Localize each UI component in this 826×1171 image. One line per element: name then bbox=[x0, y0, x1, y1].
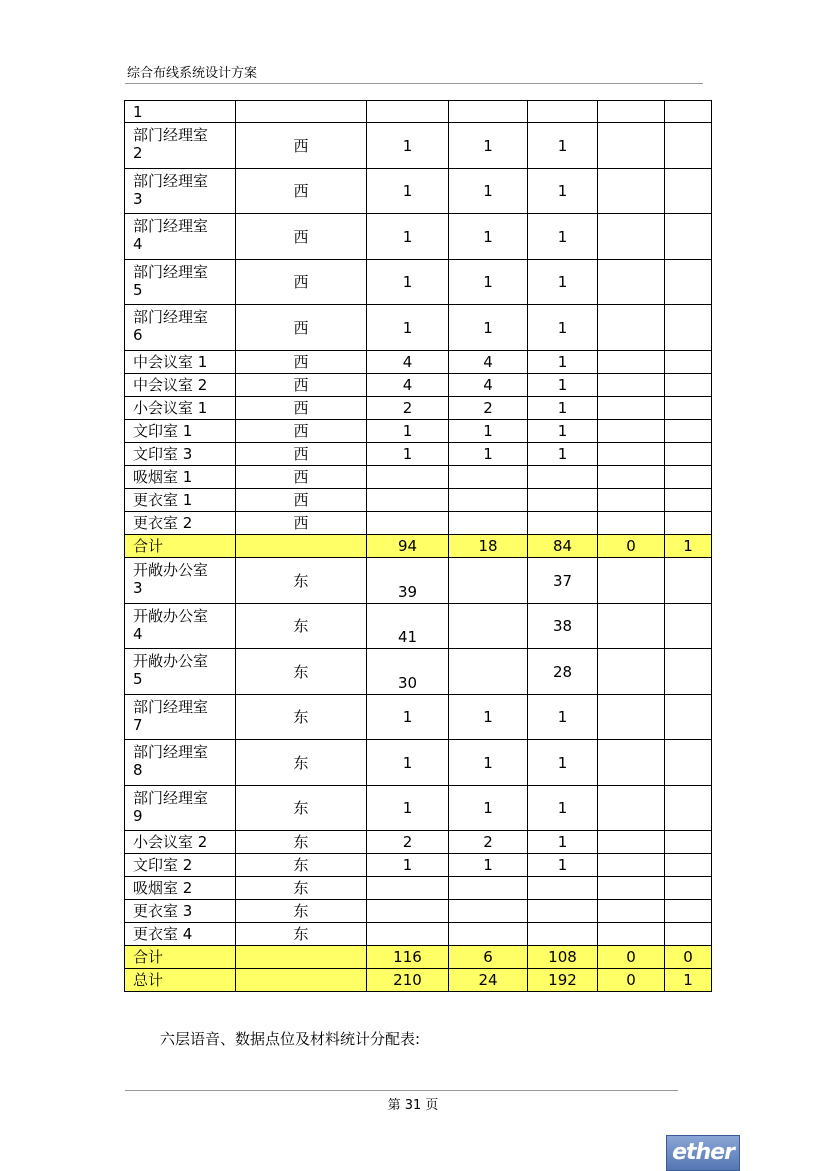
count-c-cell: 1 bbox=[528, 214, 598, 260]
count-d-cell bbox=[598, 466, 665, 489]
count-a-cell bbox=[367, 512, 449, 535]
count-e-cell bbox=[665, 649, 712, 695]
direction-cell: 东 bbox=[236, 900, 367, 923]
count-b-cell bbox=[449, 877, 528, 900]
direction-cell: 西 bbox=[236, 123, 367, 169]
count-b-cell: 2 bbox=[449, 831, 528, 854]
direction-cell: 西 bbox=[236, 512, 367, 535]
count-b-cell: 4 bbox=[449, 351, 528, 374]
count-e-cell bbox=[665, 695, 712, 740]
room-name-cell: 小会议室 1 bbox=[125, 397, 236, 420]
table-row bbox=[125, 740, 712, 786]
count-c-cell bbox=[528, 512, 598, 535]
count-e-cell: 1 bbox=[665, 969, 712, 992]
count-d-cell bbox=[598, 374, 665, 397]
room-name-cell: 部门经理室 3 bbox=[125, 169, 236, 214]
count-e-cell bbox=[665, 443, 712, 466]
ether-logo: ether bbox=[666, 1135, 740, 1171]
count-a-cell: 1 bbox=[367, 123, 449, 169]
count-d-cell bbox=[598, 900, 665, 923]
count-c-cell: 28 bbox=[528, 649, 598, 695]
room-name-cell: 部门经理室 4 bbox=[125, 214, 236, 260]
direction-cell: 西 bbox=[236, 305, 367, 351]
table-row bbox=[125, 786, 712, 831]
count-d-cell bbox=[598, 169, 665, 214]
count-a-cell: 1 bbox=[367, 214, 449, 260]
count-e-cell bbox=[665, 169, 712, 214]
room-name-cell: 合计 bbox=[125, 535, 236, 558]
count-e-cell bbox=[665, 351, 712, 374]
room-name-cell: 部门经理室 8 bbox=[125, 740, 236, 786]
count-a-cell: 30 bbox=[367, 649, 449, 695]
count-a-cell: 1 bbox=[367, 695, 449, 740]
count-b-cell bbox=[449, 489, 528, 512]
direction-cell bbox=[236, 535, 367, 558]
room-name-cell: 更衣室 4 bbox=[125, 923, 236, 946]
count-b-cell bbox=[449, 649, 528, 695]
count-d-cell bbox=[598, 101, 665, 123]
points-statistics-table bbox=[124, 100, 712, 992]
direction-cell: 东 bbox=[236, 877, 367, 900]
direction-cell: 东 bbox=[236, 786, 367, 831]
count-e-cell bbox=[665, 604, 712, 649]
count-d-cell bbox=[598, 558, 665, 604]
room-name-cell: 更衣室 1 bbox=[125, 489, 236, 512]
table-row bbox=[125, 214, 712, 260]
count-e-cell bbox=[665, 374, 712, 397]
count-c-cell: 108 bbox=[528, 946, 598, 969]
direction-cell bbox=[236, 946, 367, 969]
count-e-cell bbox=[665, 466, 712, 489]
count-b-cell: 1 bbox=[449, 786, 528, 831]
table-row bbox=[125, 512, 712, 535]
count-c-cell: 84 bbox=[528, 535, 598, 558]
count-b-cell: 2 bbox=[449, 397, 528, 420]
table-row bbox=[125, 900, 712, 923]
count-d-cell bbox=[598, 831, 665, 854]
count-a-cell: 2 bbox=[367, 831, 449, 854]
count-b-cell: 1 bbox=[449, 420, 528, 443]
table-row bbox=[125, 397, 712, 420]
table-row bbox=[125, 877, 712, 900]
count-a-cell: 4 bbox=[367, 351, 449, 374]
count-e-cell bbox=[665, 558, 712, 604]
room-name-cell: 吸烟室 1 bbox=[125, 466, 236, 489]
count-c-cell: 1 bbox=[528, 831, 598, 854]
count-b-cell bbox=[449, 558, 528, 604]
count-b-cell: 1 bbox=[449, 305, 528, 351]
count-d-cell: 0 bbox=[598, 946, 665, 969]
count-c-cell: 1 bbox=[528, 854, 598, 877]
count-c-cell: 1 bbox=[528, 351, 598, 374]
count-c-cell: 192 bbox=[528, 969, 598, 992]
count-b-cell bbox=[449, 101, 528, 123]
count-b-cell bbox=[449, 900, 528, 923]
count-d-cell bbox=[598, 923, 665, 946]
table-row bbox=[125, 695, 712, 740]
count-c-cell: 1 bbox=[528, 740, 598, 786]
direction-cell: 西 bbox=[236, 420, 367, 443]
table-row bbox=[125, 420, 712, 443]
count-c-cell: 1 bbox=[528, 443, 598, 466]
room-name-cell: 文印室 1 bbox=[125, 420, 236, 443]
count-d-cell bbox=[598, 512, 665, 535]
count-a-cell bbox=[367, 900, 449, 923]
count-a-cell: 1 bbox=[367, 740, 449, 786]
count-e-cell bbox=[665, 123, 712, 169]
count-e-cell bbox=[665, 260, 712, 305]
count-e-cell bbox=[665, 420, 712, 443]
count-d-cell bbox=[598, 443, 665, 466]
count-c-cell bbox=[528, 466, 598, 489]
count-a-cell: 41 bbox=[367, 604, 449, 649]
count-e-cell bbox=[665, 489, 712, 512]
direction-cell: 西 bbox=[236, 489, 367, 512]
count-e-cell bbox=[665, 854, 712, 877]
direction-cell: 西 bbox=[236, 443, 367, 466]
room-name-cell: 文印室 3 bbox=[125, 443, 236, 466]
room-name-cell: 中会议室 1 bbox=[125, 351, 236, 374]
count-b-cell bbox=[449, 604, 528, 649]
count-b-cell: 1 bbox=[449, 169, 528, 214]
count-d-cell bbox=[598, 420, 665, 443]
table-row bbox=[125, 466, 712, 489]
room-name-cell: 部门经理室 9 bbox=[125, 786, 236, 831]
direction-cell: 东 bbox=[236, 831, 367, 854]
room-name-cell: 开敞办公室 3 bbox=[125, 558, 236, 604]
count-d-cell bbox=[598, 786, 665, 831]
room-name-cell: 部门经理室 7 bbox=[125, 695, 236, 740]
count-a-cell bbox=[367, 489, 449, 512]
room-name-cell: 部门经理室 5 bbox=[125, 260, 236, 305]
count-c-cell: 1 bbox=[528, 397, 598, 420]
count-b-cell: 24 bbox=[449, 969, 528, 992]
count-a-cell: 1 bbox=[367, 786, 449, 831]
direction-cell: 东 bbox=[236, 558, 367, 604]
count-e-cell bbox=[665, 786, 712, 831]
count-a-cell bbox=[367, 923, 449, 946]
count-e-cell bbox=[665, 512, 712, 535]
count-b-cell: 18 bbox=[449, 535, 528, 558]
count-e-cell bbox=[665, 305, 712, 351]
count-d-cell bbox=[598, 305, 665, 351]
count-a-cell: 94 bbox=[367, 535, 449, 558]
count-b-cell: 1 bbox=[449, 123, 528, 169]
count-b-cell bbox=[449, 466, 528, 489]
table-row bbox=[125, 101, 712, 123]
count-a-cell: 2 bbox=[367, 397, 449, 420]
total-row bbox=[125, 969, 712, 992]
count-e-cell bbox=[665, 831, 712, 854]
count-a-cell bbox=[367, 466, 449, 489]
count-d-cell bbox=[598, 489, 665, 512]
room-name-cell: 吸烟室 2 bbox=[125, 877, 236, 900]
table-row bbox=[125, 351, 712, 374]
room-name-cell: 小会议室 2 bbox=[125, 831, 236, 854]
count-a-cell: 210 bbox=[367, 969, 449, 992]
direction-cell: 东 bbox=[236, 740, 367, 786]
count-b-cell: 6 bbox=[449, 946, 528, 969]
count-d-cell bbox=[598, 649, 665, 695]
total-row bbox=[125, 535, 712, 558]
count-d-cell bbox=[598, 351, 665, 374]
footer-divider bbox=[125, 1090, 678, 1091]
count-b-cell: 1 bbox=[449, 260, 528, 305]
table-row bbox=[125, 923, 712, 946]
count-e-cell bbox=[665, 900, 712, 923]
table-row bbox=[125, 489, 712, 512]
count-c-cell: 1 bbox=[528, 260, 598, 305]
count-a-cell: 1 bbox=[367, 305, 449, 351]
direction-cell: 东 bbox=[236, 604, 367, 649]
count-c-cell bbox=[528, 877, 598, 900]
direction-cell bbox=[236, 101, 367, 123]
table-row bbox=[125, 604, 712, 649]
count-b-cell bbox=[449, 923, 528, 946]
direction-cell: 西 bbox=[236, 374, 367, 397]
count-e-cell bbox=[665, 397, 712, 420]
count-c-cell bbox=[528, 923, 598, 946]
count-d-cell bbox=[598, 877, 665, 900]
room-name-cell: 开敞办公室 5 bbox=[125, 649, 236, 695]
count-d-cell bbox=[598, 397, 665, 420]
room-name-cell: 部门经理室 2 bbox=[125, 123, 236, 169]
count-c-cell bbox=[528, 900, 598, 923]
count-e-cell bbox=[665, 101, 712, 123]
count-d-cell bbox=[598, 260, 665, 305]
count-e-cell: 0 bbox=[665, 946, 712, 969]
room-name-cell: 文印室 2 bbox=[125, 854, 236, 877]
count-c-cell: 1 bbox=[528, 786, 598, 831]
table-row bbox=[125, 558, 712, 604]
count-c-cell: 37 bbox=[528, 558, 598, 604]
direction-cell: 东 bbox=[236, 695, 367, 740]
count-c-cell: 1 bbox=[528, 374, 598, 397]
table-row bbox=[125, 854, 712, 877]
count-c-cell: 1 bbox=[528, 695, 598, 740]
count-a-cell: 1 bbox=[367, 260, 449, 305]
count-e-cell bbox=[665, 923, 712, 946]
count-e-cell: 1 bbox=[665, 535, 712, 558]
direction-cell: 西 bbox=[236, 466, 367, 489]
count-b-cell: 1 bbox=[449, 740, 528, 786]
count-c-cell: 1 bbox=[528, 169, 598, 214]
room-name-cell: 更衣室 2 bbox=[125, 512, 236, 535]
direction-cell: 西 bbox=[236, 397, 367, 420]
direction-cell: 西 bbox=[236, 351, 367, 374]
count-a-cell bbox=[367, 877, 449, 900]
direction-cell: 东 bbox=[236, 649, 367, 695]
count-c-cell: 38 bbox=[528, 604, 598, 649]
header-divider bbox=[125, 83, 703, 84]
count-a-cell: 1 bbox=[367, 420, 449, 443]
table-row bbox=[125, 831, 712, 854]
count-d-cell bbox=[598, 854, 665, 877]
count-b-cell: 1 bbox=[449, 695, 528, 740]
count-d-cell: 0 bbox=[598, 535, 665, 558]
count-b-cell: 1 bbox=[449, 854, 528, 877]
count-e-cell bbox=[665, 214, 712, 260]
count-c-cell bbox=[528, 101, 598, 123]
count-c-cell: 1 bbox=[528, 420, 598, 443]
count-a-cell: 1 bbox=[367, 443, 449, 466]
room-name-cell: 1 bbox=[125, 101, 236, 123]
total-row bbox=[125, 946, 712, 969]
page-header-title: 综合布线系统设计方案 bbox=[127, 66, 258, 81]
room-name-cell: 中会议室 2 bbox=[125, 374, 236, 397]
count-d-cell bbox=[598, 604, 665, 649]
direction-cell: 东 bbox=[236, 923, 367, 946]
section-caption: 六层语音、数据点位及材料统计分配表: bbox=[160, 1030, 421, 1048]
room-name-cell: 总计 bbox=[125, 969, 236, 992]
page-number: 第 31 页 bbox=[387, 1098, 439, 1113]
direction-cell: 西 bbox=[236, 260, 367, 305]
table-row bbox=[125, 305, 712, 351]
room-name-cell: 更衣室 3 bbox=[125, 900, 236, 923]
table-row bbox=[125, 260, 712, 305]
count-d-cell bbox=[598, 740, 665, 786]
count-c-cell: 1 bbox=[528, 123, 598, 169]
count-a-cell: 39 bbox=[367, 558, 449, 604]
count-c-cell bbox=[528, 489, 598, 512]
count-a-cell: 1 bbox=[367, 169, 449, 214]
room-name-cell: 合计 bbox=[125, 946, 236, 969]
count-b-cell: 1 bbox=[449, 443, 528, 466]
count-e-cell bbox=[665, 740, 712, 786]
count-c-cell: 1 bbox=[528, 305, 598, 351]
count-a-cell: 1 bbox=[367, 854, 449, 877]
table-row bbox=[125, 649, 712, 695]
count-d-cell: 0 bbox=[598, 969, 665, 992]
count-b-cell: 4 bbox=[449, 374, 528, 397]
table-row bbox=[125, 443, 712, 466]
table-row bbox=[125, 169, 712, 214]
direction-cell: 东 bbox=[236, 854, 367, 877]
count-b-cell: 1 bbox=[449, 214, 528, 260]
table-row bbox=[125, 374, 712, 397]
table-row bbox=[125, 123, 712, 169]
count-e-cell bbox=[665, 877, 712, 900]
direction-cell: 西 bbox=[236, 214, 367, 260]
direction-cell: 西 bbox=[236, 169, 367, 214]
count-d-cell bbox=[598, 695, 665, 740]
count-b-cell bbox=[449, 512, 528, 535]
direction-cell bbox=[236, 969, 367, 992]
room-name-cell: 开敞办公室 4 bbox=[125, 604, 236, 649]
count-d-cell bbox=[598, 214, 665, 260]
count-a-cell: 116 bbox=[367, 946, 449, 969]
room-name-cell: 部门经理室 6 bbox=[125, 305, 236, 351]
count-a-cell bbox=[367, 101, 449, 123]
count-d-cell bbox=[598, 123, 665, 169]
count-a-cell: 4 bbox=[367, 374, 449, 397]
